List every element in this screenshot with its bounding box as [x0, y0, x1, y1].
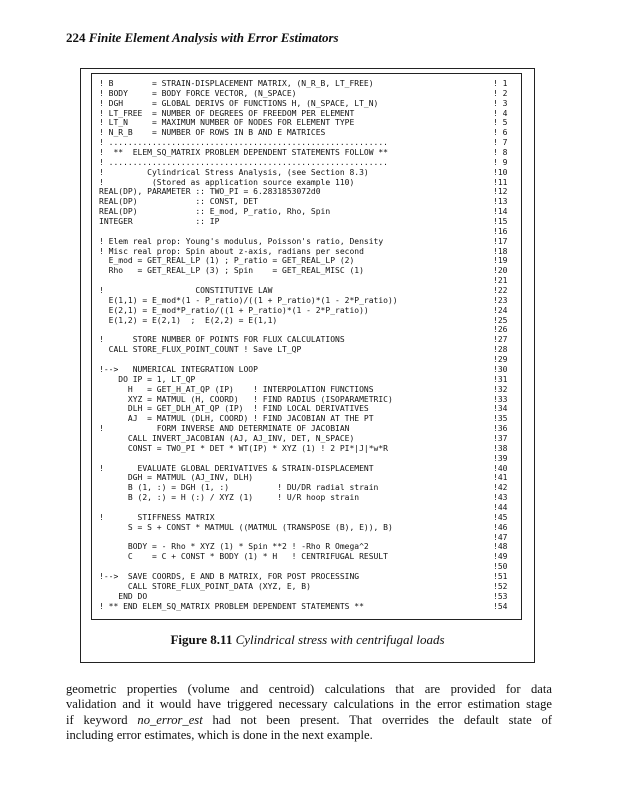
code-line-number: ! 2: [493, 88, 508, 98]
code-line: [99, 118, 515, 128]
code-line-text: ! STIFFNESS MATRIX: [99, 512, 215, 522]
code-line-number: !48: [493, 542, 508, 552]
code-line-text: [99, 454, 493, 464]
code-line-number: ! 1: [493, 79, 508, 88]
code-line-number: !22: [493, 286, 508, 296]
code-line: [99, 444, 515, 454]
code-line: [99, 355, 515, 365]
code-line-text: !--> SAVE COORDS, E AND B MATRIX, FOR POST PROCESSING: [99, 571, 360, 581]
code-line-number: ! 4: [493, 108, 508, 118]
code-line-text: [99, 325, 493, 335]
code-line-number: !18: [493, 246, 508, 256]
code-line: [99, 395, 515, 405]
code-line: [99, 473, 515, 483]
code-line: [99, 464, 515, 474]
code-line: [99, 335, 515, 345]
code-line-text: !--> NUMERICAL INTEGRATION LOOP: [99, 364, 258, 374]
code-line: [99, 365, 515, 375]
figure-caption: [80, 632, 535, 648]
code-line: [99, 582, 515, 592]
code-line-number: !50: [493, 562, 508, 572]
code-line-number: ! 5: [493, 118, 508, 128]
code-line-text: ! LT_N = MAXIMUM NUMBER OF NODES FOR ELEMENT TYPE: [99, 118, 355, 128]
paragraph-line: validation and it would have triggered necessary calculations in the error estimation stage: [66, 697, 552, 712]
code-line: [99, 247, 515, 257]
code-line: [99, 128, 515, 138]
running-header: [66, 30, 339, 46]
code-line: [99, 434, 515, 444]
paragraph-text: if keyword: [66, 712, 138, 727]
code-line-number: ! 6: [493, 128, 508, 138]
code-line-text: ! ..........................................................: [99, 138, 388, 148]
code-line-text: [99, 355, 493, 365]
code-line: [99, 197, 515, 207]
code-line-text: CALL STORE_FLUX_POINT_DATA (XYZ, E, B): [99, 581, 311, 591]
code-line-text: ! Cylindrical Stress Analysis, (see Section 8.3): [99, 167, 369, 177]
code-line-number: !44: [493, 502, 508, 512]
figure-caption-text: Cylindrical stress with centrifugal loads: [235, 632, 445, 647]
code-line: [99, 572, 515, 582]
code-line-number: !41: [493, 473, 508, 483]
code-line-text: ! FORM INVERSE AND DETERMINATE OF JACOBIAN: [99, 424, 350, 434]
code-line-number: !38: [493, 443, 508, 453]
code-line-number: !14: [493, 207, 508, 217]
code-line-text: B (2, :) = H (:) / XYZ (1) ! U/R hoop strain: [99, 493, 360, 503]
code-line: [99, 454, 515, 464]
paragraph-text: had not been present. That overrides the default state of: [202, 712, 552, 727]
code-line: [99, 237, 515, 247]
code-line-number: ! 7: [493, 138, 508, 148]
code-line: [99, 414, 515, 424]
code-line-number: !51: [493, 571, 508, 581]
code-line-number: !27: [493, 335, 508, 345]
code-line: [99, 296, 515, 306]
code-line: [99, 178, 515, 188]
code-line-number: !54: [493, 601, 508, 611]
code-line-text: ! N_R_B = NUMBER OF ROWS IN B AND E MATRICES: [99, 128, 326, 138]
code-line-number: !20: [493, 266, 508, 276]
code-line-text: H = GET_H_AT_QP (IP) ! INTERPOLATION FUNCTIONS: [99, 384, 374, 394]
code-line-text: ! CONSTITUTIVE LAW: [99, 286, 273, 296]
code-line-text: ! BODY = BODY FORCE VECTOR, (N_SPACE): [99, 88, 297, 98]
paragraph-line: [66, 713, 552, 728]
figure-label: Figure 8.11: [170, 632, 233, 647]
code-line-text: [99, 227, 493, 237]
code-line-text: ! Elem real prop: Young's modulus, Poisson's ratio, Density: [99, 236, 384, 246]
code-line-text: CALL INVERT_JACOBIAN (AJ, AJ_INV, DET, N_SPACE): [99, 433, 355, 443]
code-line: [99, 513, 515, 523]
code-line-text: C = C + CONST * BODY (1) * H ! CENTRIFUGAL RESULT: [99, 552, 388, 562]
code-line-number: !34: [493, 404, 508, 414]
code-line-number: !21: [493, 276, 508, 286]
code-line: [99, 562, 515, 572]
code-line-number: !28: [493, 345, 508, 355]
code-line-text: ! (Stored as application source example 110): [99, 177, 355, 187]
book-title: Finite Element Analysis with Error Estimators: [88, 30, 339, 45]
code-line-text: AJ = MATMUL (DLH, COORD) ! FIND JACOBIAN AT THE PT: [99, 414, 374, 424]
code-line-number: !32: [493, 384, 508, 394]
code-line: [99, 148, 515, 158]
code-line: [99, 207, 515, 217]
code-line-number: !17: [493, 236, 508, 246]
code-line-text: DLH = GET_DLH_AT_QP (IP) ! FIND LOCAL DERIVATIVES: [99, 404, 369, 414]
code-line: [99, 424, 515, 434]
code-line-text: ! DGH = GLOBAL DERIVS OF FUNCTIONS H, (N_SPACE, LT_N): [99, 98, 379, 108]
code-line-number: !43: [493, 493, 508, 503]
code-line: [99, 385, 515, 395]
code-line-text: E(1,1) = E_mod*(1 - P_ratio)/((1 + P_ratio)*(1 - 2*P_ratio)): [99, 295, 398, 305]
code-line-number: !10: [493, 167, 508, 177]
code-line-number: !13: [493, 197, 508, 207]
code-line-number: !16: [493, 226, 508, 236]
code-line: [99, 503, 515, 513]
code-line-number: !23: [493, 295, 508, 305]
code-line-number: !30: [493, 364, 508, 374]
code-line-text: BODY = - Rho * XYZ (1) * Spin **2 ! -Rho R Omega^2: [99, 542, 369, 552]
code-line: [99, 523, 515, 533]
code-line: [99, 592, 515, 602]
code-line-text: E_mod = GET_REAL_LP (1) ; P_ratio = GET_REAL_LP (2): [99, 256, 355, 266]
code-line-text: ! EVALUATE GLOBAL DERIVATIVES & STRAIN-DISPLACEMENT: [99, 463, 374, 473]
code-line: [99, 306, 515, 316]
code-line: [99, 542, 515, 552]
code-line-text: [99, 276, 493, 286]
code-line-number: !36: [493, 424, 508, 434]
code-line: [99, 256, 515, 266]
code-line: [99, 325, 515, 335]
code-line-number: !46: [493, 522, 508, 532]
code-line-text: END DO: [99, 591, 148, 601]
code-line: [99, 138, 515, 148]
code-line-text: B (1, :) = DGH (1, :) ! DU/DR radial strain: [99, 483, 379, 493]
code-line: [99, 158, 515, 168]
code-line: [99, 533, 515, 543]
code-line: [99, 404, 515, 414]
code-line-text: [99, 533, 493, 543]
code-line-number: !11: [493, 177, 508, 187]
code-line-number: !33: [493, 394, 508, 404]
code-line: [99, 217, 515, 227]
code-line: [99, 493, 515, 503]
code-line: [99, 89, 515, 99]
code-line: [99, 109, 515, 119]
code-line-number: ! 3: [493, 98, 508, 108]
code-line-text: ! ..........................................................: [99, 157, 388, 167]
code-line-text: [99, 562, 493, 572]
code-line-text: REAL(DP) :: E_mod, P_ratio, Rho, Spin: [99, 207, 331, 217]
code-line-number: !29: [493, 355, 508, 365]
code-line-number: !24: [493, 305, 508, 315]
code-line: [99, 483, 515, 493]
code-line: [99, 168, 515, 178]
code-line-number: !31: [493, 374, 508, 384]
code-line-text: INTEGER :: IP: [99, 217, 220, 227]
code-line: [99, 552, 515, 562]
code-line: [99, 187, 515, 197]
code-line-number: ! 9: [493, 157, 508, 167]
code-line-number: !47: [493, 532, 508, 542]
keyword-no-error-est: no_error_est: [137, 712, 203, 727]
code-line: [99, 375, 515, 385]
code-line-number: !35: [493, 414, 508, 424]
code-line: [99, 99, 515, 109]
code-line-text: XYZ = MATMUL (H, COORD) ! FIND RADIUS (ISOPARAMETRIC): [99, 394, 393, 404]
code-line: [99, 266, 515, 276]
code-line-text: ! Misc real prop: Spin about z-axis, radians per second: [99, 246, 364, 256]
code-line-number: !26: [493, 325, 508, 335]
code-line: [99, 227, 515, 237]
code-line-text: [99, 503, 493, 513]
code-line-text: ! B = STRAIN-DISPLACEMENT MATRIX, (N_R_B, LT_FREE): [99, 79, 374, 88]
code-line-text: ! ** ELEM_SQ_MATRIX PROBLEM DEPENDENT STATEMENTS FOLLOW **: [99, 148, 388, 158]
code-line-number: !39: [493, 453, 508, 463]
code-line: [99, 79, 515, 89]
code-line-text: ! LT_FREE = NUMBER OF DEGREES OF FREEDOM PER ELEMENT: [99, 108, 355, 118]
code-line-text: DO IP = 1, LT_QP: [99, 374, 196, 384]
code-line-text: REAL(DP) :: CONST, DET: [99, 197, 258, 207]
code-line-text: E(1,2) = E(2,1) ; E(2,2) = E(1,1): [99, 315, 278, 325]
code-line-number: !53: [493, 591, 508, 601]
code-line: [99, 316, 515, 326]
code-line-number: !42: [493, 483, 508, 493]
code-line-text: ! ** END ELEM_SQ_MATRIX PROBLEM DEPENDENT STATEMENTS **: [99, 601, 364, 611]
code-line-number: !19: [493, 256, 508, 266]
code-line-number: !37: [493, 433, 508, 443]
code-listing: [91, 73, 522, 620]
code-line-text: REAL(DP), PARAMETER :: TWO_PI = 6.2831853072d0: [99, 187, 321, 197]
code-line-text: E(2,1) = E_mod*P_ratio/((1 + P_ratio)*(1 - 2*P_ratio)): [99, 305, 369, 315]
code-line-text: S = S + CONST * MATMUL ((MATMUL (TRANSPOSE (B), E)), B): [99, 522, 393, 532]
body-paragraph: [66, 682, 552, 744]
code-line-text: DGH = MATMUL (AJ_INV, DLH): [99, 473, 254, 483]
code-line-number: ! 8: [493, 148, 508, 158]
paragraph-line: geometric properties (volume and centroid) calculations that are provided for data: [66, 682, 552, 696]
code-line-text: Rho = GET_REAL_LP (3) ; Spin = GET_REAL_MISC (1): [99, 266, 364, 276]
code-line: [99, 345, 515, 355]
code-line-number: !15: [493, 217, 508, 227]
code-line-number: !25: [493, 315, 508, 325]
code-line: [99, 286, 515, 296]
code-line-number: !52: [493, 581, 508, 591]
paragraph-line: including error estimates, which is done in the next example.: [66, 728, 373, 743]
code-line-number: !49: [493, 552, 508, 562]
code-line: [99, 602, 515, 612]
code-line-text: CALL STORE_FLUX_POINT_COUNT ! Save LT_QP: [99, 345, 302, 355]
code-line-number: !45: [493, 512, 508, 522]
page-number: 224: [66, 30, 86, 45]
code-line: [99, 276, 515, 286]
code-line-text: ! STORE NUMBER OF POINTS FOR FLUX CALCULATIONS: [99, 335, 345, 345]
code-line-number: !40: [493, 463, 508, 473]
code-line-text: CONST = TWO_PI * DET * WT(IP) * XYZ (1) ! 2 PI*|J|*w*R: [99, 443, 388, 453]
code-line-number: !12: [493, 187, 508, 197]
